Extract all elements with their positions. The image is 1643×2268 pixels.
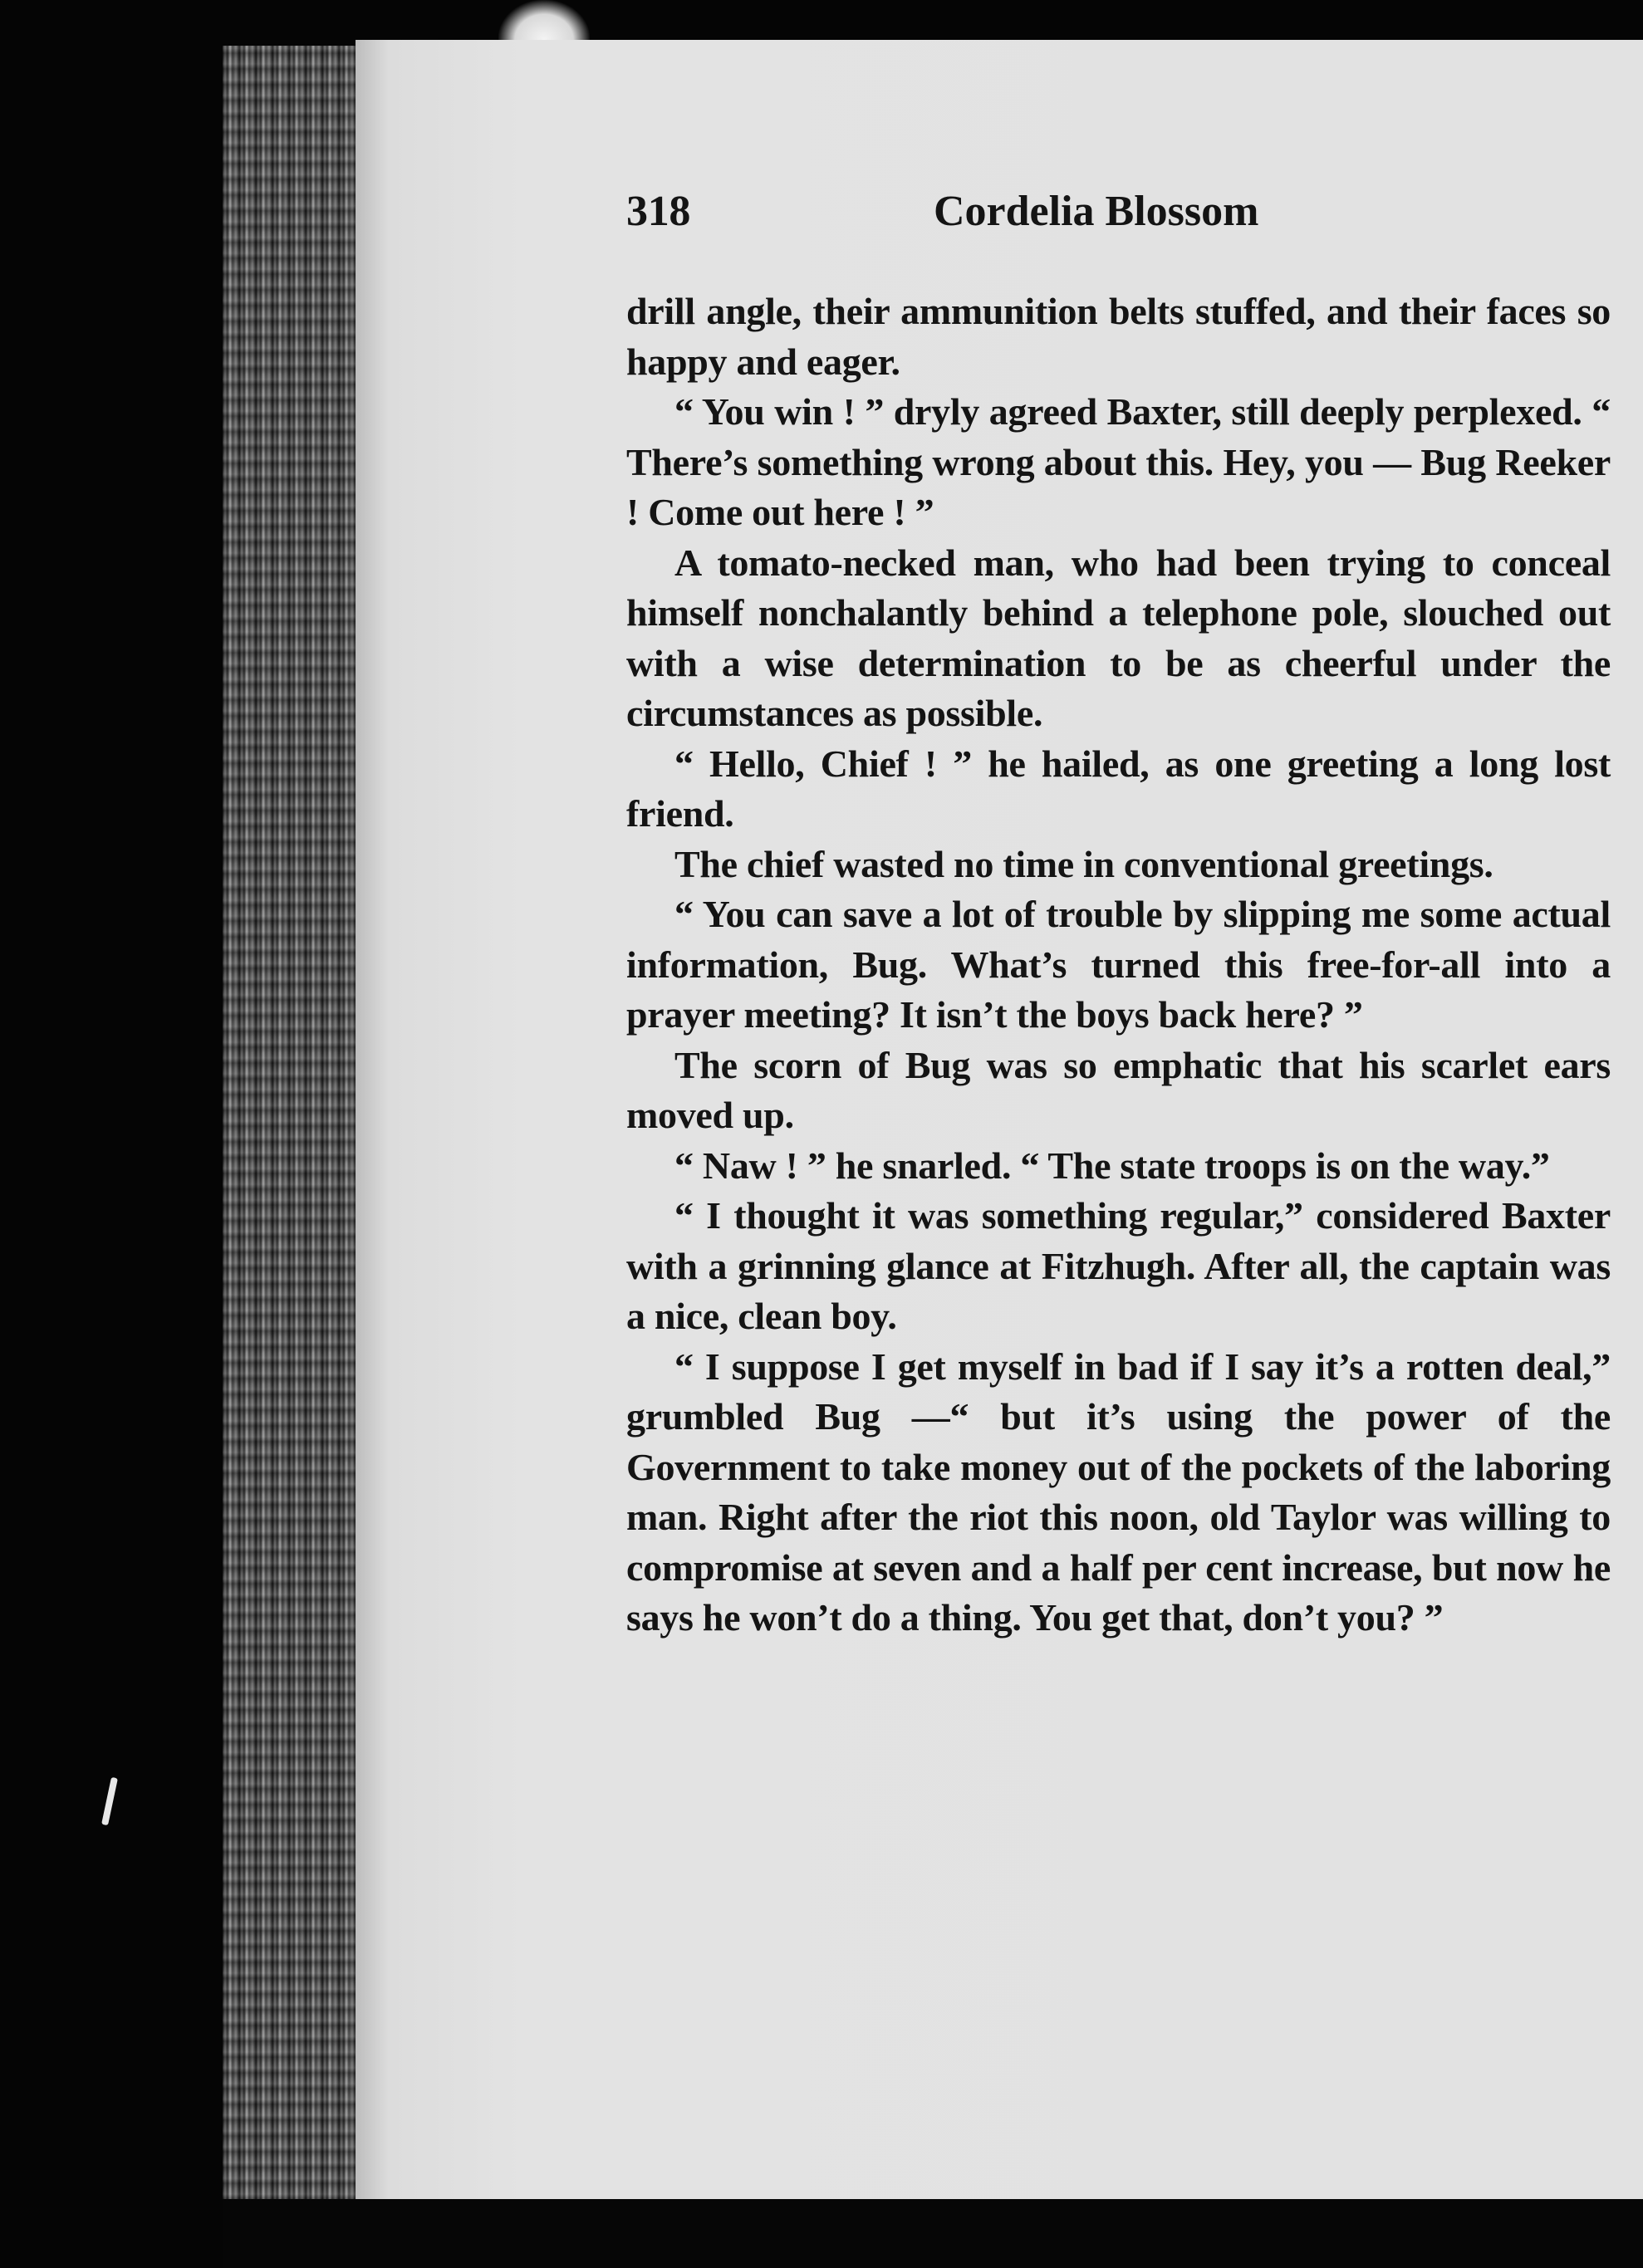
paragraph-8: “ Naw ! ” he snarled. “ The state troops is on the way.” <box>674 1144 1550 1187</box>
paragraph-7: The scorn of Bug was so emphatic that his scarlet ears moved up. <box>626 1043 1611 1136</box>
page-text-block <box>626 187 1611 1643</box>
paragraph-6: “ You can save a lot of trouble by slipping me some actual information, Bug. What’s turned this free-for-all into a prayer meeting? It isn’t the boys back here? ” <box>626 893 1611 1036</box>
paragraph-4: “ Hello, Chief ! ” he hailed, as one greeting a long lost friend. <box>626 742 1611 835</box>
running-head <box>626 187 1611 287</box>
paragraph-3: A tomato-necked man, who had been trying to conceal himself nonchalantly behind a telephone pole, slouched out with a wise determination to be as cheerful under the circumstances as possible. <box>626 541 1611 734</box>
body-text <box>626 287 1611 1643</box>
page-number: 318 <box>626 188 691 235</box>
paragraph-5: The chief wasted no time in conventional greetings. <box>674 842 1493 885</box>
book-spine-edge <box>223 46 356 2205</box>
scan-bottom-edge <box>223 2199 1643 2268</box>
paragraph-1: drill angle, their ammunition belts stuffed, and their faces so happy and eager. <box>626 290 1611 383</box>
paragraph-2: “ You win ! ” dryly agreed Baxter, still deeply perplexed. “ There’s something wrong about this. Hey, you — Bug Reeker ! Come out here ! ” <box>626 390 1611 533</box>
paragraph-9: “ I thought it was something regular,” considered Baxter with a grinning glance at Fitzhugh. After all, the captain was a nice, clean boy. <box>626 1194 1611 1337</box>
paragraph-10: “ I suppose I get myself in bad if I say it’s a rotten deal,” grumbled Bug —“ but it’s using the power of the Government to take money out of the pockets of the laboring man. Right after the riot this noon, old Taylor was willing to compromise at seven and a half per cent increase, but now he says he won’t do a thing. You get that, don’t you? ” <box>626 1345 1611 1639</box>
running-head-title: Cordelia Blossom <box>934 188 1259 235</box>
margin-mark <box>101 1777 118 1825</box>
